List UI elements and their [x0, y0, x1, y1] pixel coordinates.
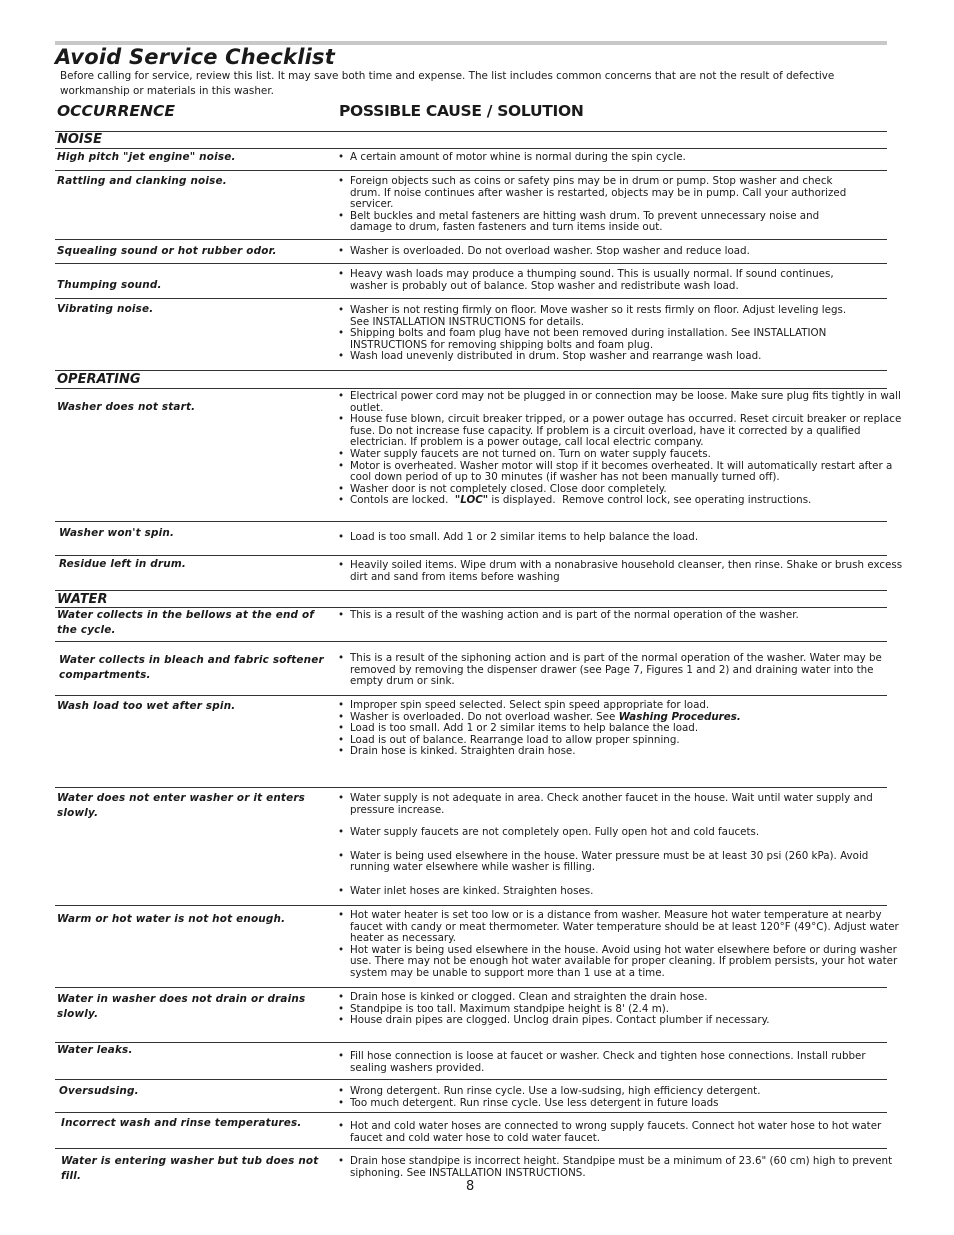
solution-item: • Fill hose connection is loose at faucet or washer. Check and tighten hose connections. Install rubber sealing washers provided.: [337, 1051, 905, 1074]
divider: [55, 695, 887, 696]
solution-item: • Load is out of balance. Rearrange load to allow proper spinning.: [337, 735, 897, 747]
solution-list: [337, 176, 862, 234]
divider: [55, 298, 887, 299]
solution-item: • This is a result of the washing action and is part of the normal operation of the washer.: [337, 610, 897, 622]
divider: [55, 787, 887, 788]
divider: [55, 1148, 887, 1149]
solution-item: • Washer is not resting firmly on floor. Move washer so it rests firmly on floor. Adjust leveling legs. See INSTALLATION INSTRUCTIONS for details.: [337, 305, 867, 328]
solution-list: [337, 1156, 897, 1179]
occurrence-label: Washer won't spin.: [59, 527, 175, 539]
occurrence-label: Thumping sound.: [57, 279, 162, 291]
page-title: Avoid Service Checklist: [55, 45, 335, 69]
divider: [55, 905, 887, 906]
solution-item: • House drain pipes are clogged. Unclog drain pipes. Contact plumber if necessary.: [337, 1015, 897, 1027]
solution-item: • Drain hose standpipe is incorrect height. Standpipe must be a minimum of 23.6" (60 cm) high to prevent siphoning. See INSTALLATION INSTRUCTIONS.: [337, 1156, 897, 1179]
solution-list: [337, 653, 885, 688]
solution-item: • Heavy wash loads may produce a thumping sound. This is usually normal. If sound continues, washer is probably out of balance. Stop washer and redistribute wash load.: [337, 269, 867, 292]
section-noise: NOISE: [57, 132, 103, 147]
solution-item: • Motor is overheated. Washer motor will stop if it becomes overheated. It will automatically restart after a cool down period of up to 30 minutes (if washer has not been manually turned off).: [337, 461, 905, 484]
solution-list: [337, 910, 901, 980]
divider: [55, 590, 887, 591]
solution-list: [337, 305, 867, 363]
solution-item: • Washer is overloaded. Do not overload washer. Stop washer and reduce load.: [337, 246, 897, 258]
solution-list: [337, 152, 897, 164]
solution-list: [337, 532, 897, 544]
solution-list: [337, 391, 905, 507]
solution-item: • Hot water heater is set too low or is a distance from washer. Measure hot water temperature at nearby faucet with candy or meat thermometer. Water temperature should be at least 120°F (49°C). Adjust water heater as necessary.: [337, 910, 901, 945]
divider: [55, 641, 887, 642]
solution-list: [337, 700, 897, 758]
solution-item: • Washer door is not completely closed. Close door completely.: [337, 484, 905, 496]
solution-item: • Heavily soiled items. Wipe drum with a nonabrasive household cleanser, then rinse. Shake or brush excess dirt and sand from items before washing: [337, 560, 905, 583]
solution-item: • Hot water is being used elsewhere in the house. Avoid using hot water elsewhere before or during washer use. There may not be enough hot water available for proper cleaning. If problem persists, your hot water system may be unable to support more than 1 use at a time.: [337, 945, 901, 980]
occurrence-label: High pitch "jet engine" noise.: [57, 151, 236, 163]
divider: [55, 555, 887, 556]
solution-list: [337, 793, 893, 898]
occurrence-label: Warm or hot water is not hot enough.: [57, 913, 286, 925]
occurrence-label: Vibrating noise.: [57, 303, 154, 315]
solution-item: • Water is being used elsewhere in the house. Water pressure must be at least 30 psi (260 kPa). Avoid running water elsewhere while washer is filling.: [337, 851, 893, 874]
solution-item: • Water supply faucets are not turned on. Turn on water supply faucets.: [337, 449, 905, 461]
section-operating: OPERATING: [57, 372, 141, 387]
solution-item: • Foreign objects such as coins or safety pins may be in drum or pump. Stop washer and check drum. If noise continues after washer is restarted, objects may be in pump. Call your authorized servicer.: [337, 176, 862, 211]
divider: [55, 1112, 887, 1113]
divider: [55, 987, 887, 988]
solution-item: • Load is too small. Add 1 or 2 similar items to help balance the load.: [337, 532, 897, 544]
occurrence-label: Oversudsing.: [59, 1085, 139, 1097]
solution-item: • Improper spin speed selected. Select spin speed appropriate for load.: [337, 700, 897, 712]
solution-item: • Water supply is not adequate in area. Check another faucet in the house. Wait until water supply and pressure increase.: [337, 793, 893, 816]
occurrence-label: Water in washer does not drain or drains slowly.: [57, 993, 306, 1020]
occurrence-label: Water collects in the bellows at the end of the cycle.: [57, 609, 315, 636]
solution-item: • Electrical power cord may not be plugged in or connection may be loose. Make sure plug fits tightly in wall outlet.: [337, 391, 905, 414]
divider: [55, 521, 887, 522]
occurrence-label: Water collects in bleach and fabric softener compartments.: [59, 654, 324, 681]
solution-list: [337, 992, 897, 1027]
occurrence-label: Incorrect wash and rinse temperatures.: [61, 1117, 302, 1129]
solution-item: • Shipping bolts and foam plug have not been removed during installation. See INSTALLATION INSTRUCTIONS for removing shipping bolts and foam plug.: [337, 328, 867, 351]
occurrence-header: OCCURRENCE: [57, 102, 175, 120]
solution-item: • Washer is overloaded. Do not overload washer. See Washing Procedures.: [337, 712, 897, 724]
solution-item: • This is a result of the siphoning action and is part of the normal operation of the washer. Water may be removed by removing the dispenser drawer (see Page 7, Figures 1 and 2) and draining water into the empty drum or sink.: [337, 653, 885, 688]
solution-item: • Contols are locked. "LOC" is displayed. Remove control lock, see operating instructions.: [337, 495, 905, 507]
intro-text: Before calling for service, review this list. It may save both time and expense. The list includes common concerns that are not the result of defective workmanship or materials in this washer.: [60, 70, 835, 97]
solution-item: • House fuse blown, circuit breaker tripped, or a power outage has occurred. Reset circuit breaker or replace fuse. Do not increase fuse capacity. If problem is a circuit overload, have it corrected by a qualified electrician. If problem is a power outage, call local electric company.: [337, 414, 905, 449]
solution-list: [337, 1051, 905, 1074]
solution-item: • Wash load unevenly distributed in drum. Stop washer and rearrange wash load.: [337, 351, 867, 363]
solution-list: [337, 560, 905, 583]
divider: [55, 131, 887, 132]
occurrence-label: Rattling and clanking noise.: [57, 175, 227, 187]
solution-item: • Hot and cold water hoses are connected to wrong supply faucets. Connect hot water hose to hot water faucet and cold water hose to cold water faucet.: [337, 1121, 897, 1144]
cause-header: POSSIBLE CAUSE / SOLUTION: [339, 102, 584, 120]
solution-list: [337, 1086, 897, 1109]
solution-list: [337, 246, 897, 258]
solution-item: • Water supply faucets are not completely open. Fully open hot and cold faucets.: [337, 827, 893, 839]
solution-item: • Load is too small. Add 1 or 2 similar items to help balance the load.: [337, 723, 897, 735]
divider: [55, 239, 887, 240]
solution-list: [337, 610, 897, 622]
divider: [55, 170, 887, 171]
solution-item: • Drain hose is kinked or clogged. Clean and straighten the drain hose.: [337, 992, 897, 1004]
page-number: 8: [466, 1179, 475, 1194]
solution-item: • Too much detergent. Run rinse cycle. Use less detergent in future loads: [337, 1098, 897, 1110]
solution-list: [337, 1121, 897, 1144]
solution-list: [337, 269, 867, 292]
solution-item: • Wrong detergent. Run rinse cycle. Use a low-sudsing, high efficiency detergent.: [337, 1086, 897, 1098]
occurrence-label: Water leaks.: [57, 1044, 133, 1056]
divider: [55, 148, 887, 149]
divider: [55, 370, 887, 371]
solution-item: • Standpipe is too tall. Maximum standpipe height is 8' (2.4 m).: [337, 1004, 897, 1016]
occurrence-label: Washer does not start.: [57, 401, 196, 413]
divider: [55, 388, 887, 389]
occurrence-label: Water does not enter washer or it enters slowly.: [57, 792, 306, 819]
solution-item: • A certain amount of motor whine is normal during the spin cycle.: [337, 152, 897, 164]
occurrence-label: Squealing sound or hot rubber odor.: [57, 245, 277, 257]
occurrence-label: Residue left in drum.: [59, 558, 186, 570]
solution-item: • Belt buckles and metal fasteners are hitting wash drum. To prevent unnecessary noise and damage to drum, fasten fasteners and turn items inside out.: [337, 211, 862, 234]
divider: [55, 1079, 887, 1080]
occurrence-label: Wash load too wet after spin.: [57, 700, 236, 712]
solution-item: • Water inlet hoses are kinked. Straighten hoses.: [337, 886, 893, 898]
divider: [55, 263, 887, 264]
section-water: WATER: [57, 592, 108, 607]
occurrence-label: Water is entering washer but tub does not fill.: [61, 1155, 319, 1182]
solution-item: • Drain hose is kinked. Straighten drain hose.: [337, 746, 897, 758]
